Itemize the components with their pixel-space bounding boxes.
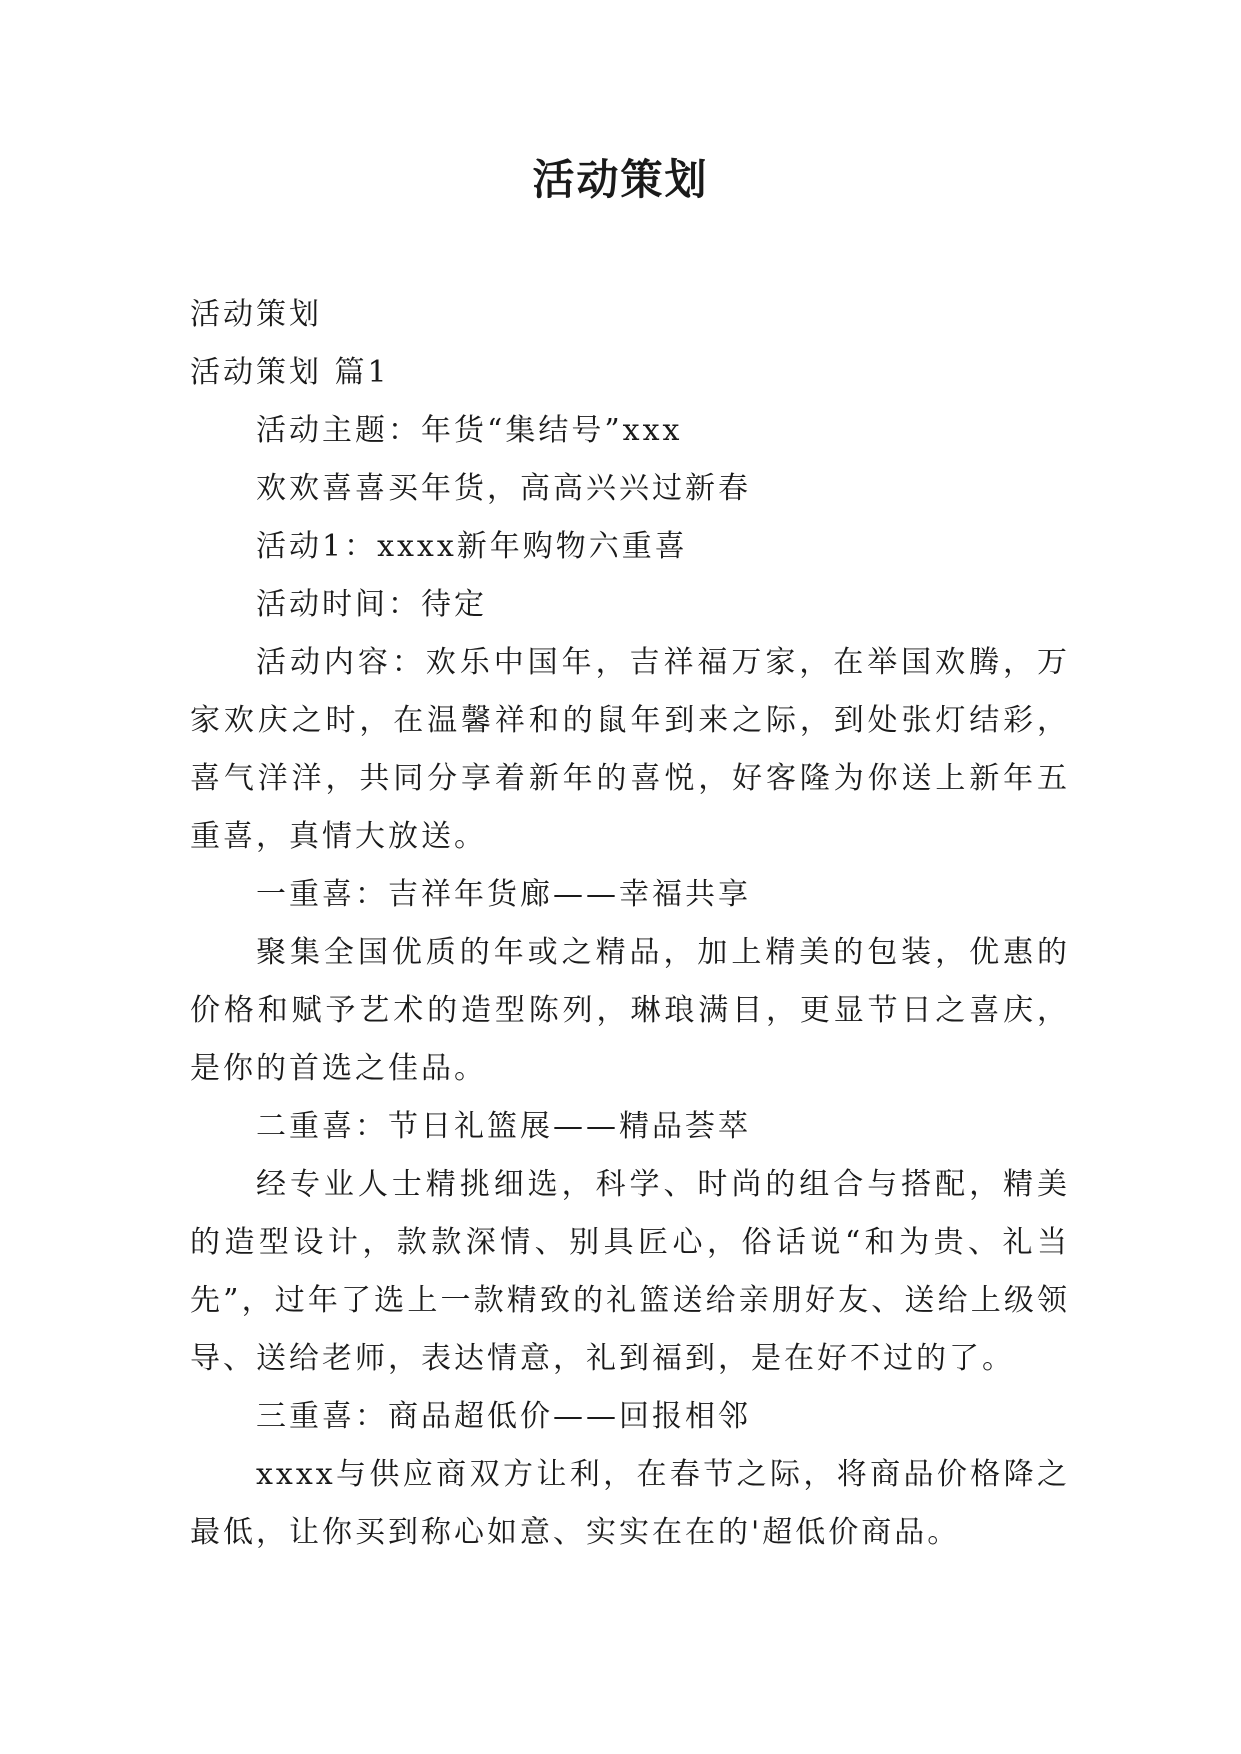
document-title: 活动策划 (532, 155, 709, 204)
paragraph-second-joy-body: 经专业人士精挑细选，科学、时尚的组合与搭配，精美的造型设计，款款深情、别具匠心，俗话说“和为贵、礼当先”，过年了选上一款精致的礼篮送给亲朋好友、送给上级领导、送给老师，表达情意，礼到福到，是在好不过的了。 (190, 1167, 1070, 1376)
paragraph-third-joy-title: 三重喜：商品超低价——回报相邻 (256, 1399, 751, 1434)
paragraph-first-joy-body: 聚集全国优质的年或之精品，加上精美的包装，优惠的价格和赋予艺术的造型陈列，琳琅满目，更显节日之喜庆，是你的首选之佳品。 (190, 935, 1070, 1086)
paragraph-second-joy-title: 二重喜：节日礼篮展——精品荟萃 (256, 1109, 751, 1144)
paragraph-activity-time: 活动时间：待定 (256, 587, 487, 622)
paragraph-heading: 活动策划 (190, 297, 322, 332)
paragraph-activity-1: 活动1：xxxx新年购物六重喜 (256, 529, 688, 564)
paragraph-activity-content: 活动内容：欢乐中国年，吉祥福万家，在举国欢腾，万家欢庆之时，在温馨祥和的鼠年到来之际，到处张灯结彩，喜气洋洋，共同分享着新年的喜悦，好客隆为你送上新年五重喜，真情大放送。 (190, 645, 1070, 854)
paragraph-slogan: 欢欢喜喜买年货，高高兴兴过新春 (256, 471, 751, 506)
paragraph-section-title: 活动策划 篇1 (190, 355, 390, 390)
paragraph-theme: 活动主题：年货“集结号”xxx (256, 413, 683, 448)
document-body (190, 286, 1070, 1562)
paragraph-first-joy-title: 一重喜：吉祥年货廊——幸福共享 (256, 877, 751, 912)
paragraph-third-joy-body: xxxx与供应商双方让利，在春节之际，将商品价格降之最低，让你买到称心如意、实实在在的'超低价商品。 (190, 1457, 1070, 1550)
